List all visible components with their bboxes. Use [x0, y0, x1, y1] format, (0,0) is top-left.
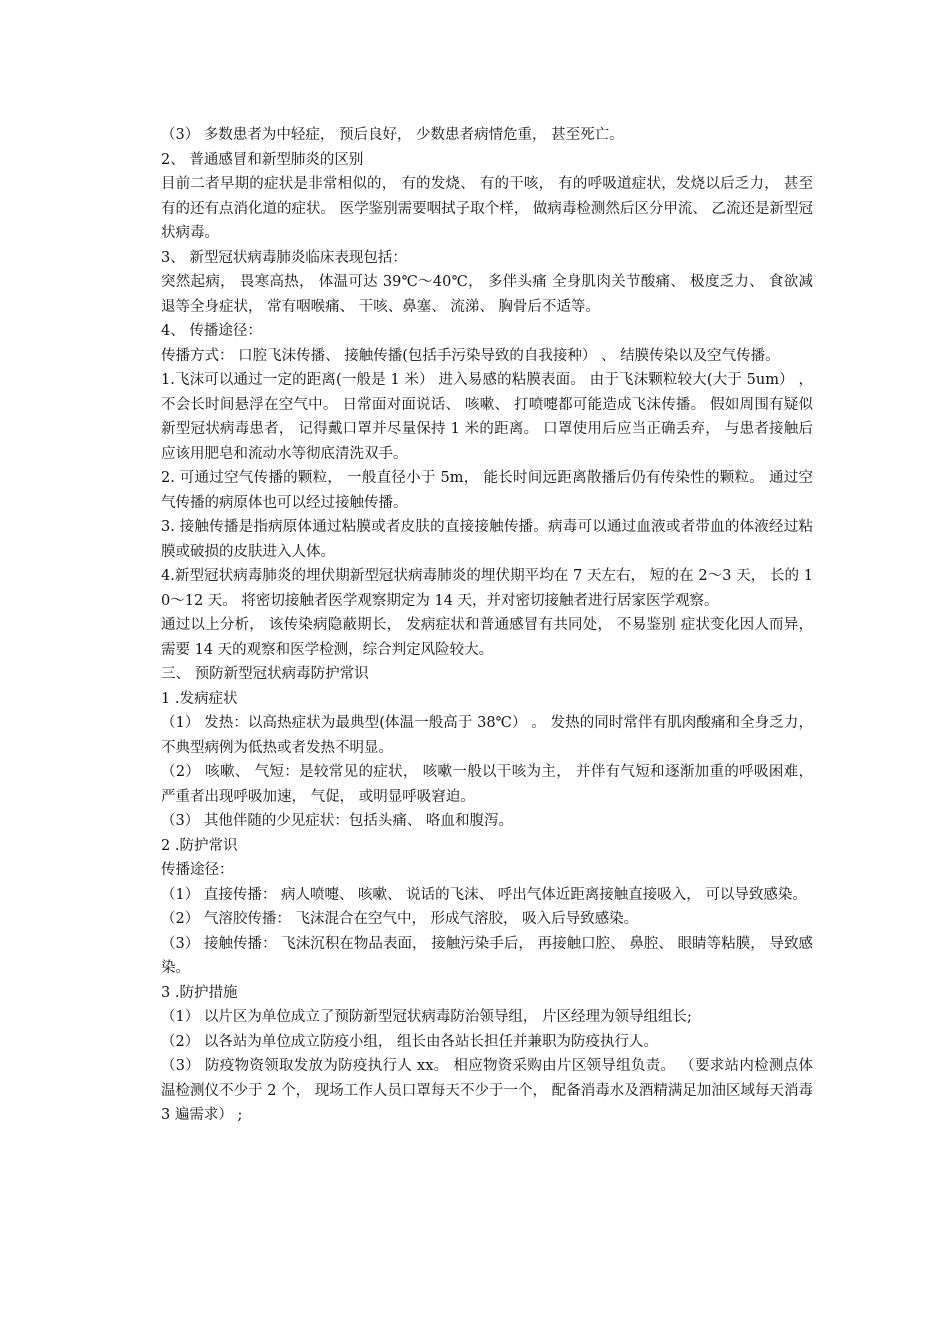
heading-symptoms: 1 .发病症状 [161, 690, 238, 707]
paragraph-other-symptoms: （3） 其他伴随的少见症状：包括头痛、 咯血和腹泻。 [161, 813, 513, 829]
heading-protection-knowledge: 2 .防护常识 [161, 837, 238, 854]
paragraph-airborne: 2. 可通过空气传播的颗粒， 一般直径小于 5m， 能长时间远距离散播后仍有传染性的颗粒。 通过空气传播的病原体也可以经过接触传播。 [161, 470, 813, 511]
heading-clinical-manifestations: 3、 新型冠状病毒肺炎临床表现包括： [161, 249, 407, 266]
paragraph-incubation: 4.新型冠状病毒肺炎的埋伏期新型冠状病毒肺炎的埋伏期平均在 7 天左右， 短的在 2～3 天， 长的 10～12 天。 将密切接触者医学观察期定为 14 天，并对密切接触者进行居家医学观察。 [161, 568, 813, 609]
paragraph-droplet: 1.飞沫可以通过一定的距离(一般是 1 米） 进入易感的粘膜表面。 由于飞沫颗粒较大(大于 5um） ， 不会长时间悬浮在空气中。 日常面对面说话、 咳嗽、 打喷嚏都可能造成飞沫传播。 假如周围有疑似新型冠状病毒患者， 记得戴口罩并尽量保持 1 米的距离。 口罩使用后应当正确丢弃， 与患者接触后应该用肥皂和流动水等彻底清洗双手。 [161, 372, 813, 462]
paragraph-aerosol-transmission: （2） 气溶胶传播： 飞沫混合在空气中， 形成气溶胶， 吸入后导致感染。 [161, 911, 639, 927]
paragraph-measure-3: （3） 防疫物资领取发放为防疫执行人 xx。 相应物资采购由片区领导组负责。 （要求站内检测点体温检测仪不少于 2 个， 现场工作人员口罩每天不少于一个， 配备消毒水及酒精满足加油区域每天消毒 3 遍需求） ; [161, 1058, 813, 1123]
paragraph-measure-1: （1） 以片区为单位成立了预防新型冠状病毒防治领导组， 片区经理为领导组组长; [161, 1009, 692, 1025]
document-body [141, 123, 813, 1128]
paragraph-measure-2: （2） 以各站为单位成立防疫小组， 组长由各站长担任并兼职为防疫执行人。 [161, 1033, 658, 1050]
heading-transmission: 4、 传播途径： [161, 323, 262, 339]
paragraph-contact: 3. 接触传播是指病原体通过粘膜或者皮肤的直接接触传播。病毒可以通过血液或者带血的体液经过粘膜或破损的皮肤进入人体。 [161, 519, 813, 560]
heading-routes: 传播途径： [161, 862, 234, 878]
paragraph-analysis: 通过以上分析， 该传染病隐蔽期长， 发病症状和普通感冒有共同处， 不易鉴别 症状变化因人而异， 需要 14 天的观察和医学检测，综合判定风险较大。 [161, 617, 813, 658]
paragraph-symptom-3: （3） 多数患者为中轻症， 预后良好， 少数患者病情危重， 甚至死亡。 [161, 127, 624, 143]
paragraph-fever: （1） 发热：以高热症状为最典型(体温一般高于 38℃） 。 发热的同时常伴有肌肉酸痛和全身乏力， 不典型病例为低热或者发热不明显。 [161, 715, 813, 756]
paragraph-cough: （2） 咳嗽、 气短：是较常见的症状， 咳嗽一般以干咳为主， 并伴有气短和逐渐加重的呼吸困难， 严重者出现呼吸加速， 气促， 或明显呼吸窘迫。 [161, 764, 813, 805]
heading-protective-measures: 3 .防护措施 [161, 984, 238, 1001]
paragraph-cold-vs-pneumonia: 目前二者早期的症状是非常相似的， 有的发烧、 有的干咳， 有的呼吸道症状，发烧以后乏力， 甚至有的还有点消化道的症状。 医学鉴别需要咽拭子取个样， 做病毒检测然后区分甲流、 乙流还是新型冠状病毒。 [161, 176, 813, 241]
paragraph-transmission-modes: 传播方式： 口腔飞沫传播、 接触传播(包括手污染导致的自我接种） 、 结膜传染以及空气传播。 [161, 347, 780, 364]
paragraph-direct-transmission: （1） 直接传播： 病人喷嚏、 咳嗽、 说话的飞沫、 呼出气体近距离接触直接吸入， 可以导致感染。 [161, 886, 807, 903]
paragraph-contact-transmission: （3） 接触传播： 飞沫沉积在物品表面， 接触污染手后， 再接触口腔、 鼻腔、 眼睛等粘膜， 导致感染。 [161, 935, 813, 976]
paragraph-clinical-manifestations: 突然起病， 畏寒高热， 体温可达 39℃～40℃， 多伴头痛 全身肌肉关节酸痛、 极度乏力、 食欲减退等全身症状， 常有咽喉痛、 干咳、鼻塞、 流涕、 胸骨后不适等。 [161, 274, 813, 315]
heading-cold-vs-pneumonia: 2、 普通感冒和新型肺炎的区别 [161, 151, 364, 168]
heading-prevention: 三、 预防新型冠状病毒防护常识 [161, 666, 369, 682]
